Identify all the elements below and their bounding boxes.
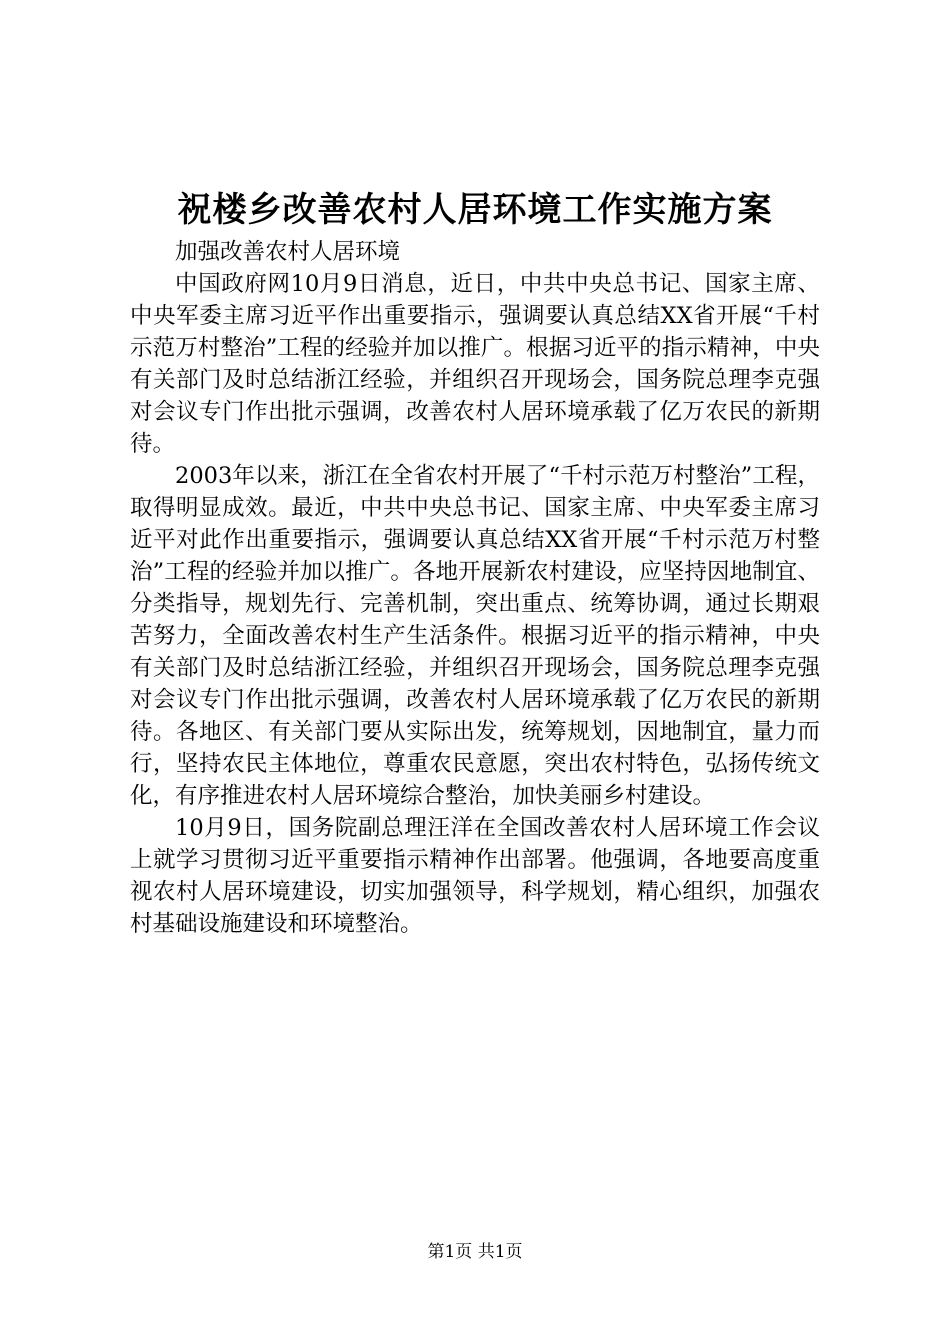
body-paragraph: 10月9日，国务院副总理汪洋在全国改善农村人居环境工作会议上就学习贯彻习近平重要指示精神作出部署。他强调，各地要高度重视农村人居环境建设，切实加强领导，科学规划，精心组织，加强农村基础设施建设和环境整治。 [130,815,820,937]
body-paragraph: 中国政府网10月9日消息，近日，中共中央总书记、国家主席、中央军委主席习近平作出重要指示，强调要认真总结XX省开展“千村示范万村整治”工程的经验并加以推广。根据习近平的指示精神，中央有关部门及时总结浙江经验，并组织召开现场会，国务院总理李克强对会议专门作出批示强调，改善农村人居环境承载了亿万农民的新期待。 [130,271,820,457]
body-paragraph: 2003年以来，浙江在全省农村开展了“千村示范万村整治”工程，取得明显成效。最近，中共中央总书记、国家主席、中央军委主席习近平对此作出重要指示，强调要认真总结XX省开展“千村示范万村整治”工程的经验并加以推广。各地开展新农村建设，应坚持因地制宜、分类指导，规划先行、完善机制，突出重点、统筹协调，通过长期艰苦努力，全面改善农村生产生活条件。根据习近平的指示精神，中央有关部门及时总结浙江经验，并组织召开现场会，国务院总理李克强对会议专门作出批示强调，改善农村人居环境承载了亿万农民的新期待。各地区、有关部门要从实际出发，统筹规划，因地制宜，量力而行，坚持农民主体地位，尊重农民意愿，突出农村特色，弘扬传统文化，有序推进农村人居环境综合整治，加快美丽乡村建设。 [130,463,820,809]
body-paragraph-subheading: 加强改善农村人居环境 [175,239,401,265]
page-footer: 第1页 共1页 [427,1242,523,1262]
document-title: 祝楼乡改善农村人居环境工作实施方案 [177,190,773,230]
document-body [130,236,820,940]
